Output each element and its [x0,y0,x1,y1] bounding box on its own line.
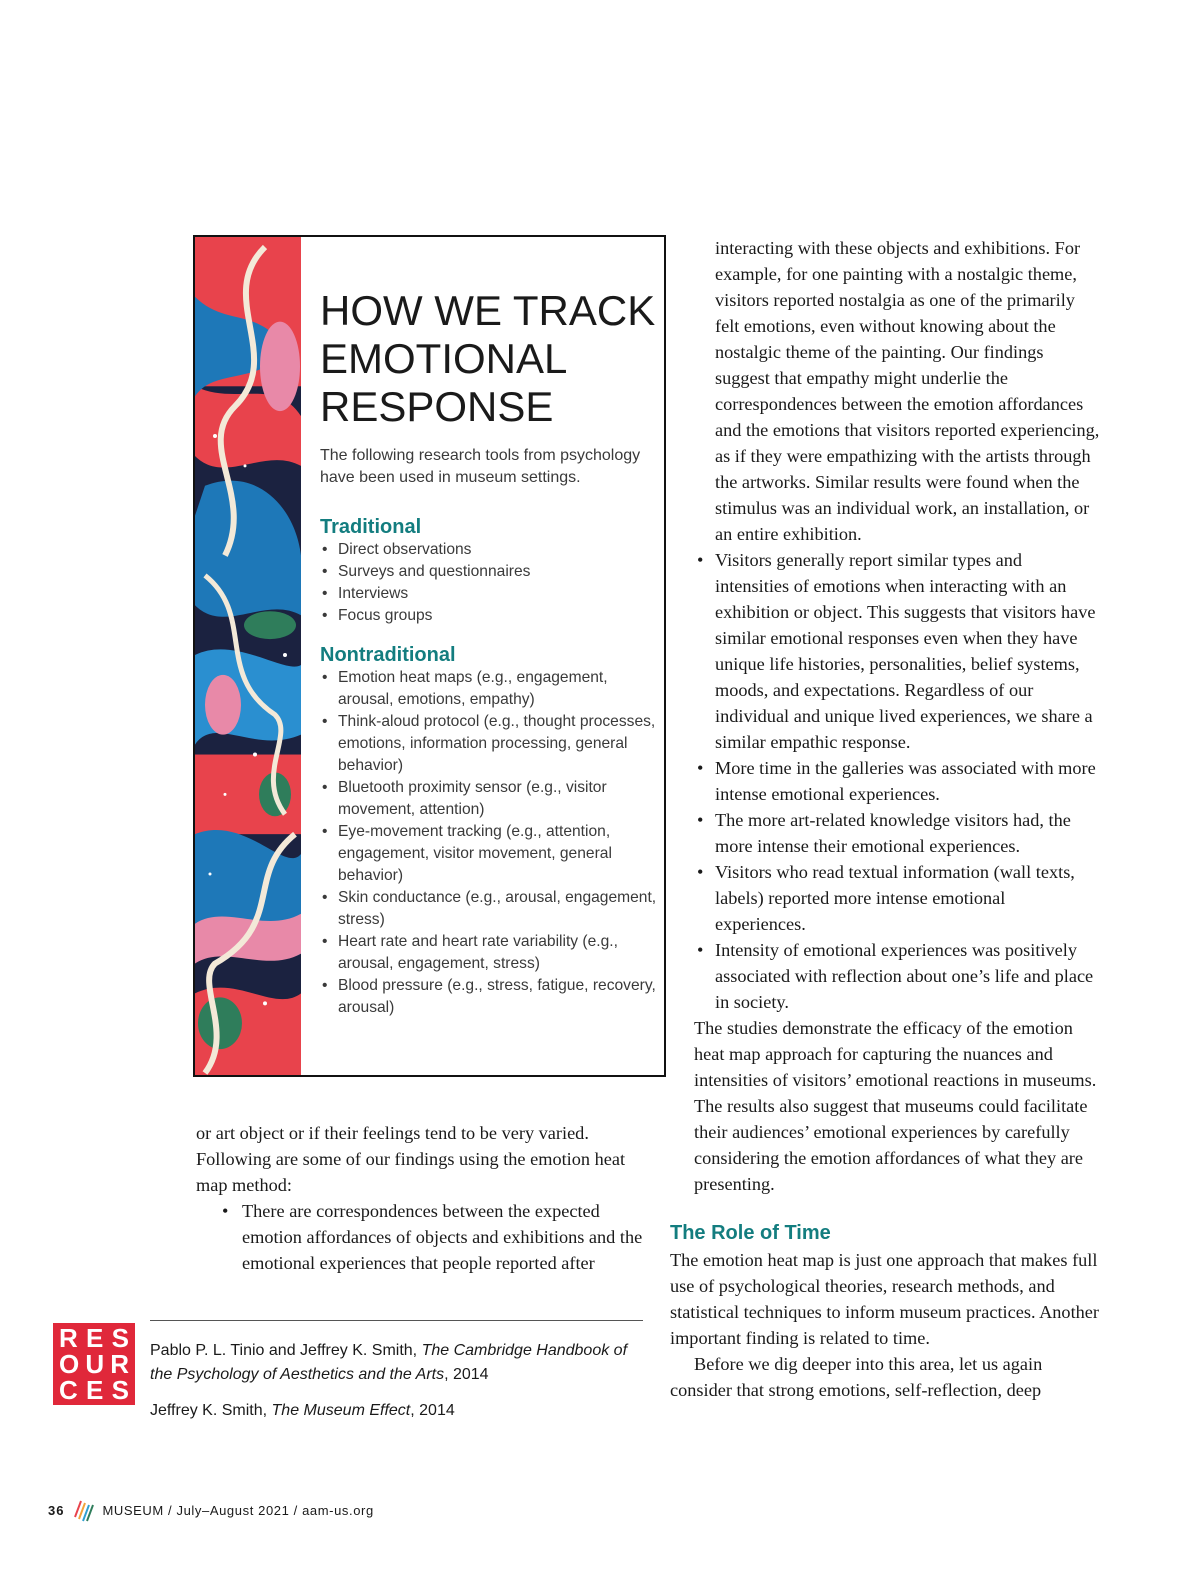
resources-logo-row [53,1351,135,1377]
list-item: • More time in the galleries was associated with more intense emotional experiences. [715,755,1100,807]
logo-letter: U [85,1349,105,1379]
logo-letter: R [59,1323,78,1353]
left-column [196,1120,648,1276]
role-paragraph: The emotion heat map is just one approach that makes full use of psychological theories, research methods, and statistical techniques to inform museum practices. Another important finding is related to time. [670,1250,1099,1348]
findings-list-continued [670,547,1100,1015]
list-item: • Surveys and questionnaires [320,561,660,583]
sidebar-intro: The following research tools from psychology have been used in museum settings. [320,447,641,486]
sidebar-title-line: RESPONSE [320,383,554,430]
list-item: • Bluetooth proximity sensor (e.g., visitor movement, attention) [320,777,660,821]
logo-letter: C [59,1375,78,1405]
resources-references [150,1339,650,1435]
list-item: • Interviews [320,583,660,605]
list-item: • Direct observations [320,539,660,561]
sidebar-title [320,287,660,431]
section-heading: The Role of Time [670,1222,831,1244]
logo-letter: O [59,1349,80,1379]
page-number: 36 [48,1502,65,1518]
list-item: • Eye-movement tracking (e.g., attention, engagement, visitor movement, general behavior) [320,821,660,887]
logo-letter: S [111,1323,129,1353]
list-item: • Think-aloud protocol (e.g., thought processes, emotions, information processing, general behavior) [320,711,660,777]
page-footer [48,1495,374,1525]
resources-divider [150,1320,643,1321]
reference-item [150,1399,650,1423]
reference-year: , 2014 [410,1402,455,1419]
list-item: • Focus groups [320,605,660,627]
list-item: • Visitors who read textual information (wall texts, labels) reported more intense emotional experiences. [715,859,1100,937]
before-paragraph: Before we dig deeper into this area, let us again consider that strong emotions, self-reflection, deep [670,1354,1043,1400]
sidebar-box [193,235,666,1077]
list-item: • There are correspondences between the expected emotion affordances of objects and exhibitions and the emotional experiences that people reported after [242,1198,648,1276]
list-item: • The more art-related knowledge visitors had, the more intense their emotional experiences. [715,807,1100,859]
footer-publication: MUSEUM / July–August 2021 / aam-us.org [102,1502,374,1518]
reference-authors: Jeffrey K. Smith, [150,1402,272,1419]
resources-logo [53,1323,135,1405]
list-item: • Intensity of emotional experiences was positively associated with reflection about one’s life and place in society. [715,937,1100,1015]
continued-bullet-text: interacting with these objects and exhibitions. For example, for one painting with a nostalgic theme, visitors reported nostalgia as one of the primarily felt emotions, even without knowing about the nostalgic theme of the painting. Our findings suggest that empathy might underlie the correspondences between the emotion affordances and the emotions that visitors reported experiencing, as if they were empathizing with the artists through the artworks. Similar results were found when the stimulus was an individual work, an installation, or an entire exhibition. [715,238,1100,544]
list-item: • Skin conductance (e.g., arousal, engagement, stress) [320,887,660,931]
studies-paragraph: The studies demonstrate the efficacy of the emotion heat map approach for capturing the nuances and intensities of visitors’ emotional reactions in museums. The results also suggest that museums could facilitate their audiences’ emotional experiences by carefully considering the emotion affordances of what they are presenting. [694,1018,1097,1194]
logo-letter: E [86,1323,104,1353]
abstract-artwork-strip [195,237,301,1075]
list-item: • Emotion heat maps (e.g., engagement, arousal, emotions, empathy) [320,667,660,711]
nontraditional-list [320,667,660,1019]
reference-title: The Cambridge Handbook of the Psychology of Aesthetics and the Arts [150,1342,628,1383]
logo-letter: R [110,1349,129,1379]
sidebar-title-line: EMOTIONAL [320,335,568,382]
left-intro-paragraph: or art object or if their feelings tend to be very varied. Following are some of our findings using the emotion heat map method: [196,1123,626,1195]
sidebar-title-line: HOW WE TRACK [320,287,656,334]
traditional-list [320,539,660,627]
list-item: • Blood pressure (e.g., stress, fatigue, recovery, arousal) [320,975,660,1019]
reference-title: The Museum Effect [271,1402,411,1419]
traditional-heading: Traditional [320,516,422,538]
right-column [670,235,1100,1403]
reference-year: , 2014 [444,1366,489,1383]
reference-item [150,1339,650,1387]
logo-letter: E [86,1375,104,1405]
findings-list [196,1198,648,1276]
list-item: • Heart rate and heart rate variability (e.g., arousal, engagement, stress) [320,931,660,975]
logo-letter: S [111,1375,129,1405]
list-item: • Visitors generally report similar types and intensities of emotions when interacting with an exhibition or object. This suggests that visitors have similar emotional responses even when they have unique life histories, personalities, belief systems, moods, and expectations. Regardless of our individual and unique lived experiences, we share a similar empathic response. [715,547,1100,755]
resources-logo-row [53,1377,135,1403]
aam-logo-icon [72,1497,96,1523]
sidebar-content [320,287,660,1019]
resources-logo-row [53,1325,135,1351]
nontraditional-heading: Nontraditional [320,644,456,666]
reference-authors: Pablo P. L. Tinio and Jeffrey K. Smith, [150,1342,422,1359]
